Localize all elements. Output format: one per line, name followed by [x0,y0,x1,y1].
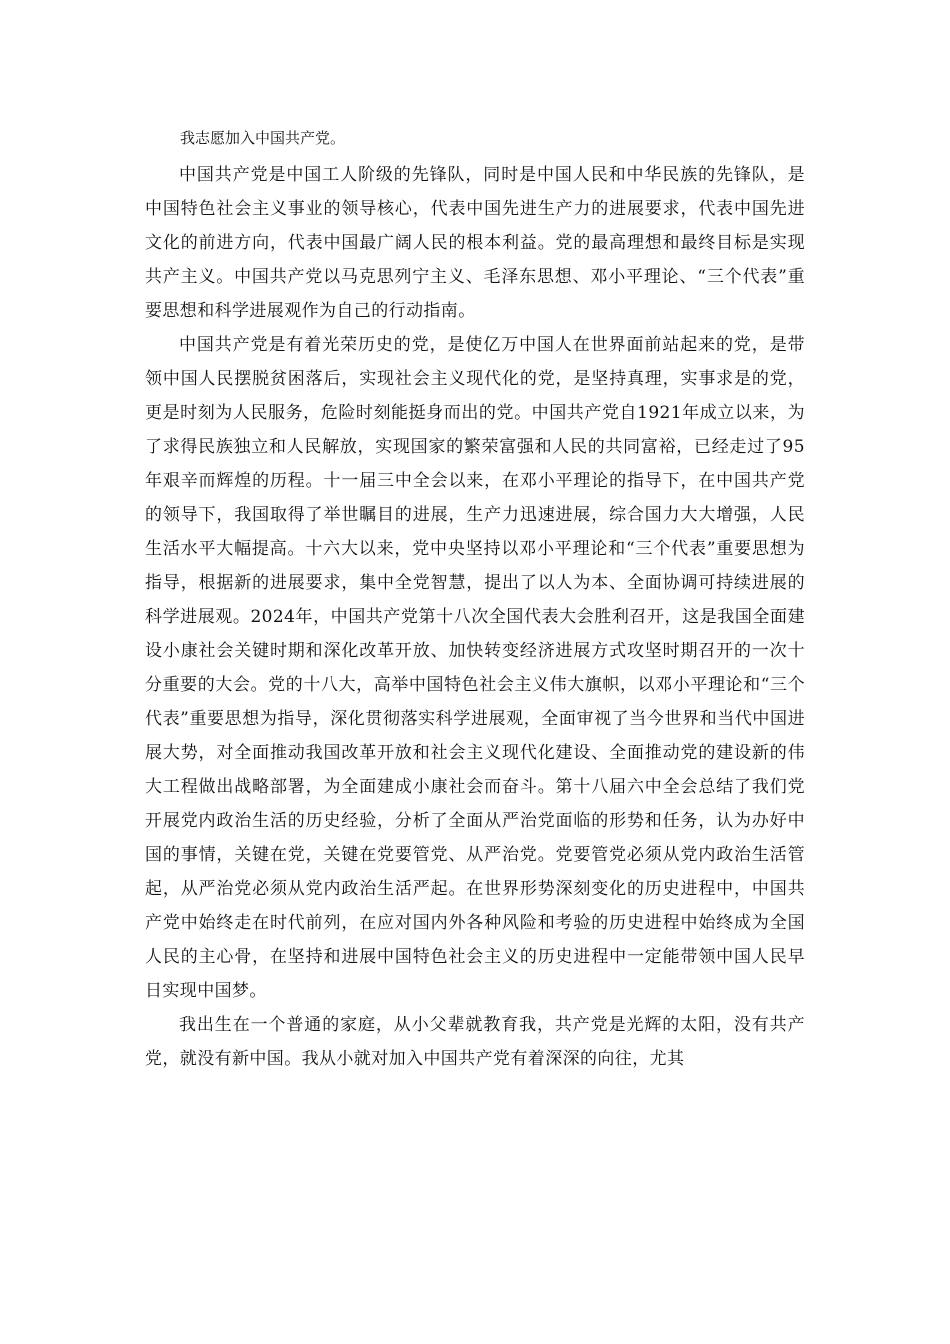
paragraph-party-history: 中国共产党是有着光荣历史的党，是使亿万中国人在世界面前站起来的党，是带领中国人民摆脱贫困落后，实现社会主义现代化的党，是坚持真理，实事求是的党，更是时刻为人民服务，危险时刻能挺身而出的党。中国共产党自1921年成立以来，为了求得民族独立和人民解放，实现国家的繁荣富强和人民的共同富裕，已经走过了95年艰辛而辉煌的历程。十一届三中全会以来，在邓小平理论的指导下，在中国共产党的领导下，我国取得了举世瞩目的进展，生产力迅速进展，综合国力大大增强，人民生活水平大幅提高。十六大以来，党中央坚持以邓小平理论和“三个代表”重要思想为指导，根据新的进展要求，集中全党智慧，提出了以人为本、全面协调可持续进展的科学进展观。2024年，中国共产党第十八次全国代表大会胜利召开，这是我国全面建设小康社会关键时期和深化改革开放、加快转变经济进展方式攻坚时期召开的一次十分重要的大会。党的十八大，高举中国特色社会主义伟大旗帜，以邓小平理论和“三个代表”重要思想为指导，深化贯彻落实科学进展观，全面审视了当今世界和当代中国进展大势，对全面推动我国改革开放和社会主义现代化建设、全面推动党的建设新的伟大工程做出战略部署，为全面建成小康社会而奋斗。第十八届六中全会总结了我们党开展党内政治生活的历史经验，分析了全面从严治党面临的形势和任务，认为办好中国的事情，关键在党，关键在党要管党、从严治党。党要管党必须从党内政治生活管起，从严治党必须从党内政治生活严起。在世界形势深刻变化的历史进程中，中国共产党中始终走在时代前列，在应对国内外各种风险和考验的历史进程中始终成为全国人民的主心骨，在坚持和进展中国特色社会主义的历史进程中一定能带领中国人民早日实现中国梦。 [145,335,805,1001]
opening-line: 我志愿加入中国共产党。 [180,129,346,147]
paragraph-personal-background: 我出生在一个普通的家庭，从小父辈就教育我，共产党是光辉的太阳，没有共产党，就没有新中国。我从小就对加入中国共产党有着深深的向往，尤其 [145,1015,805,1069]
body-text [145,158,805,1076]
paragraph-party-definition: 中国共产党是中国工人阶级的先锋队，同时是中国人民和中华民族的先锋队，是中国特色社会主义事业的领导核心，代表中国先进生产力的进展要求，代表中国先进文化的前进方向，代表中国最广阔人民的根本利益。党的最高理想和最终目标是实现共产主义。中国共产党以马克思列宁主义、毛泽东思想、邓小平理论、“三个代表”重要思想和科学进展观作为自己的行动指南。 [145,165,805,321]
